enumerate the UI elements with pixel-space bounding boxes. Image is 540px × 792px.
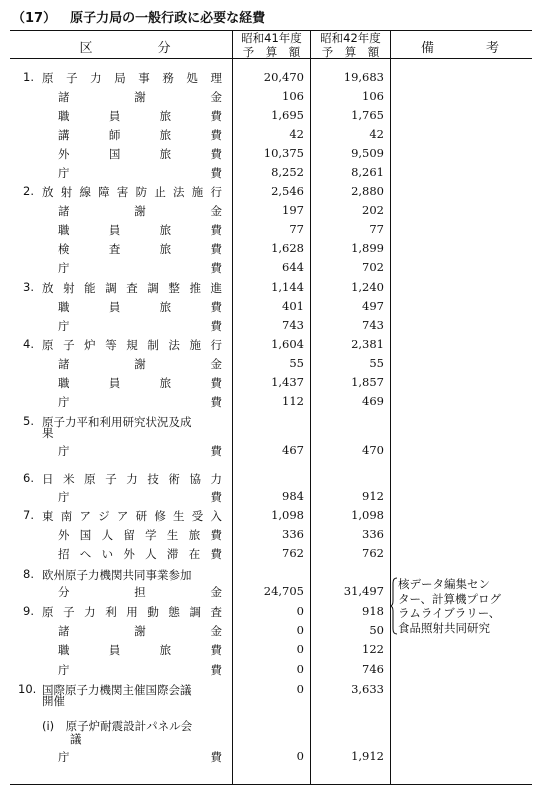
row-label: 職 員 旅 費 xyxy=(58,300,222,314)
fy41-value: 1,144 xyxy=(271,280,304,294)
fy42-value: 912 xyxy=(362,489,384,503)
fy42-value: 8,261 xyxy=(351,165,384,179)
row-number: 6. xyxy=(23,471,34,485)
fy41-value: 197 xyxy=(282,203,304,217)
fy41-value: 8,252 xyxy=(271,165,304,179)
header-category: 区 分 xyxy=(79,41,171,56)
fy42-value: 2,880 xyxy=(351,184,384,198)
row-label: 講 師 旅 費 xyxy=(58,128,222,142)
fy41-value: 467 xyxy=(282,443,304,457)
row-number: 7. xyxy=(23,508,34,522)
row-label: 国際原子力機関主催国際会議 xyxy=(42,683,192,697)
row-label: 外 国 旅 費 xyxy=(58,147,222,161)
row-label: 原 子 力 局 事 務 処 理 xyxy=(42,71,222,85)
fy41-value: 0 xyxy=(296,662,304,676)
row-number: 8. xyxy=(23,567,34,581)
fy42-value: 122 xyxy=(362,642,384,656)
fy41-value: 10,375 xyxy=(263,146,304,160)
header-fy41-line1: 昭和41年度 xyxy=(241,31,302,45)
row-label: 諸 謝 金 xyxy=(58,90,222,104)
row-number: 2. xyxy=(23,184,34,198)
header-fy41 xyxy=(233,31,310,59)
fy41-value: 112 xyxy=(282,394,304,408)
row-label: 職 員 旅 費 xyxy=(58,376,222,390)
column-divider-2 xyxy=(310,30,311,784)
fy41-value: 106 xyxy=(282,89,304,103)
fy42-value: 1,765 xyxy=(351,108,384,122)
fy41-value: 2,546 xyxy=(271,184,304,198)
fy42-value: 743 xyxy=(362,318,384,332)
fy42-value: 497 xyxy=(362,299,384,313)
fy42-value: 1,899 xyxy=(351,241,384,255)
column-divider-3 xyxy=(390,30,391,784)
row-label: (i) 原子炉耐震設計パネル会 xyxy=(42,719,193,733)
remarks-brace xyxy=(390,577,398,640)
remarks-line-2: ター、計算機プログ xyxy=(398,591,502,606)
fy42-value: 77 xyxy=(369,222,384,236)
row-label: 外 国 人 留 学 生 旅 費 xyxy=(58,528,222,542)
row-label: 放 射 線 障 害 防 止 法 施 行 xyxy=(42,185,222,199)
row-label: 庁 費 xyxy=(58,261,222,275)
fy42-value: 2,381 xyxy=(351,337,384,351)
fy41-value: 24,705 xyxy=(263,584,304,598)
fy42-value: 1,240 xyxy=(351,280,384,294)
remarks-line-1: 核データ編集セン xyxy=(398,577,490,591)
header-fy42 xyxy=(311,31,390,59)
fy41-value: 55 xyxy=(289,356,304,370)
row-label: 検 査 旅 費 xyxy=(58,242,222,256)
header-fy41-line2: 予 算 額 xyxy=(242,45,301,59)
fy41-value: 644 xyxy=(282,260,304,274)
fy42-value: 469 xyxy=(362,394,384,408)
fy42-value: 1,912 xyxy=(351,749,384,763)
fy41-value: 401 xyxy=(282,299,304,313)
fy42-value: 19,683 xyxy=(343,70,384,84)
remarks-line-3: ラムライブラリー、 xyxy=(398,606,501,620)
fy41-value: 984 xyxy=(282,489,304,503)
row-label: 職 員 旅 費 xyxy=(58,109,222,123)
fy41-value: 42 xyxy=(289,127,304,141)
fy41-value: 1,695 xyxy=(271,108,304,122)
row-number: 10. xyxy=(18,682,37,696)
row-label: 放 射 能 調 査 調 整 推 進 xyxy=(42,281,222,295)
fy42-value: 702 xyxy=(362,260,384,274)
fy42-value: 918 xyxy=(362,604,384,618)
header-fy42-line1: 昭和42年度 xyxy=(320,31,381,45)
fy42-value: 202 xyxy=(362,203,384,217)
row-label: 原子力平和利用研究状況及成 xyxy=(42,415,192,429)
header-fy42-line2: 予 算 額 xyxy=(321,45,380,59)
row-label: 東 南 ア ジ ア 研 修 生 受 入 xyxy=(42,509,222,523)
row-number: 9. xyxy=(23,604,34,618)
row-label: 職 員 旅 費 xyxy=(58,643,222,657)
title-number: （17） xyxy=(12,11,57,26)
row-label: 庁 費 xyxy=(58,444,222,458)
row-label: 諸 謝 金 xyxy=(58,624,222,638)
fy42-value: 55 xyxy=(369,356,384,370)
fy42-value: 9,509 xyxy=(351,146,384,160)
page-title xyxy=(12,7,265,26)
row-label: 庁 費 xyxy=(58,319,222,333)
row-label: 諸 謝 金 xyxy=(58,204,222,218)
fy41-value: 743 xyxy=(282,318,304,332)
fy41-value: 1,628 xyxy=(271,241,304,255)
fy42-value: 746 xyxy=(362,662,384,676)
header-remarks: 備 考 xyxy=(420,41,499,56)
remarks-note xyxy=(398,577,501,635)
row-label: 果 xyxy=(42,426,54,440)
fy41-value: 0 xyxy=(296,623,304,637)
fy42-value: 1,857 xyxy=(351,375,384,389)
row-label: 日 米 原 子 力 技 術 協 力 xyxy=(42,472,222,486)
row-label: 職 員 旅 費 xyxy=(58,223,222,237)
fy41-value: 0 xyxy=(296,682,304,696)
fy41-value: 762 xyxy=(282,546,304,560)
row-label: 原 子 炉 等 規 制 法 施 行 xyxy=(42,338,222,352)
row-label: 欧州原子力機関共同事業参加 xyxy=(42,568,192,582)
fy41-value: 0 xyxy=(296,604,304,618)
fy41-value: 336 xyxy=(282,527,304,541)
fy42-value: 31,497 xyxy=(343,584,384,598)
row-label: 庁 費 xyxy=(58,750,222,764)
fy41-value: 20,470 xyxy=(263,70,304,84)
fy41-value: 1,098 xyxy=(271,508,304,522)
fy42-value: 106 xyxy=(362,89,384,103)
row-label: 庁 費 xyxy=(58,663,222,677)
row-label: 諸 謝 金 xyxy=(58,357,222,371)
row-number: 1. xyxy=(23,70,34,84)
fy42-value: 1,098 xyxy=(351,508,384,522)
row-label: 庁 費 xyxy=(58,166,222,180)
fy41-value: 0 xyxy=(296,642,304,656)
row-label: 庁 費 xyxy=(58,490,222,504)
fy42-value: 470 xyxy=(362,443,384,457)
fy41-value: 1,604 xyxy=(271,337,304,351)
fy42-value: 336 xyxy=(362,527,384,541)
title-text: 原子力局の一般行政に必要な経費 xyxy=(70,11,266,26)
remarks-line-4: 食品照射共同研究 xyxy=(398,620,490,635)
fy41-value: 1,437 xyxy=(271,375,304,389)
row-label: 議 xyxy=(70,732,82,746)
fy42-value: 50 xyxy=(369,623,384,637)
fy41-value: 0 xyxy=(296,749,304,763)
fy42-value: 3,633 xyxy=(351,682,384,696)
row-label: 分 担 金 xyxy=(58,585,222,599)
row-label: 招 へ い 外 人 滞 在 費 xyxy=(58,547,222,561)
column-divider-1 xyxy=(232,30,233,784)
row-label: 開催 xyxy=(42,694,65,708)
row-label: 庁 費 xyxy=(58,395,222,409)
fy41-value: 77 xyxy=(289,222,304,236)
row-number: 5. xyxy=(23,414,34,428)
brace-icon xyxy=(390,577,398,635)
row-number: 4. xyxy=(23,337,34,351)
table-bottom-rule xyxy=(10,784,532,785)
row-number: 3. xyxy=(23,280,34,294)
fy42-value: 42 xyxy=(369,127,384,141)
fy42-value: 762 xyxy=(362,546,384,560)
row-label: 原 子 力 利 用 動 態 調 査 xyxy=(42,605,222,619)
